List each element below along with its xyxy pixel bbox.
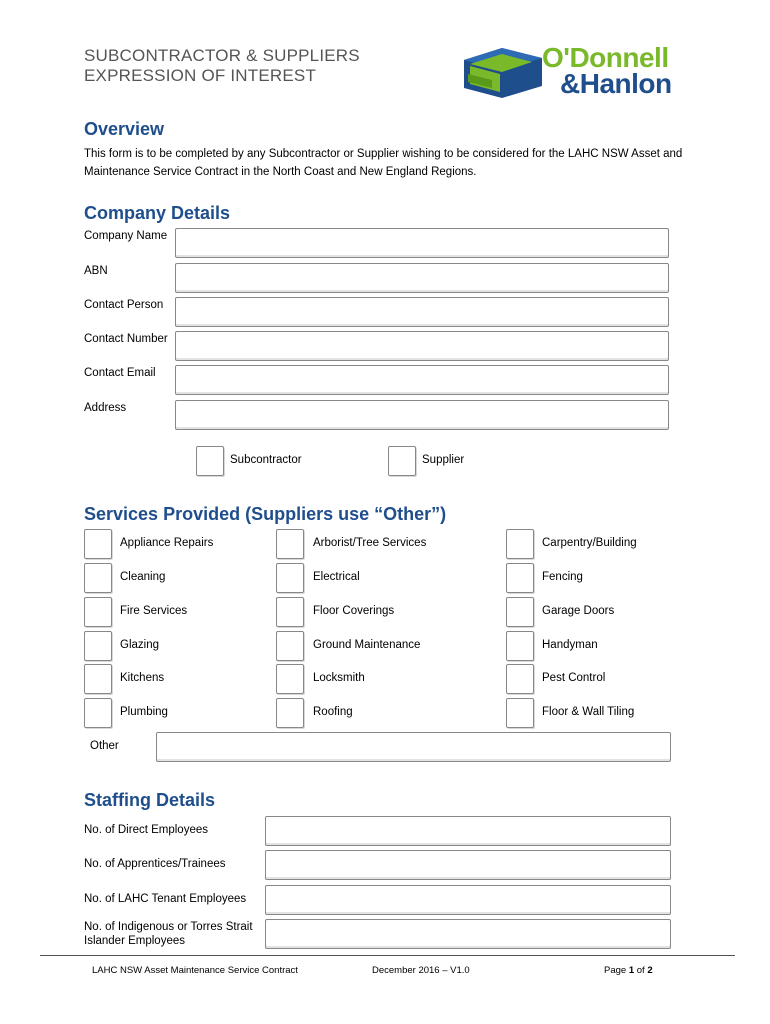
service-label-carpentry: Carpentry/Building xyxy=(542,537,637,549)
staffing-heading: Staffing Details xyxy=(84,790,216,810)
address-label: Address xyxy=(84,402,127,414)
indigenous-employees-field[interactable] xyxy=(265,919,671,949)
service-label-floor-coverings: Floor Coverings xyxy=(313,605,395,617)
service-checkbox-arborist[interactable] xyxy=(276,529,304,559)
service-checkbox-pest-control[interactable] xyxy=(506,664,534,694)
apprentices-field[interactable] xyxy=(265,850,671,880)
service-checkbox-cleaning[interactable] xyxy=(84,563,112,593)
service-checkbox-electrical[interactable] xyxy=(276,563,304,593)
footer-page-of: of xyxy=(634,965,648,976)
service-label-plumbing: Plumbing xyxy=(120,706,168,718)
subcontractor-label: Subcontractor xyxy=(230,454,302,466)
direct-employees-field[interactable] xyxy=(265,816,671,846)
contact-email-label: Contact Email xyxy=(84,367,156,379)
service-checkbox-glazing[interactable] xyxy=(84,631,112,661)
lahc-tenant-employees-field[interactable] xyxy=(265,885,671,915)
service-checkbox-floor-coverings[interactable] xyxy=(276,597,304,627)
service-checkbox-roofing[interactable] xyxy=(276,698,304,728)
overview-line2: Maintenance Service Contract in the North Coast and New England Regions. xyxy=(84,166,477,178)
service-label-roofing: Roofing xyxy=(313,706,353,718)
address-field[interactable] xyxy=(175,400,669,430)
form-title xyxy=(84,46,360,86)
service-label-cleaning: Cleaning xyxy=(120,571,166,583)
apprentices-label: No. of Apprentices/Trainees xyxy=(84,858,226,870)
other-services-field[interactable] xyxy=(156,732,671,762)
service-checkbox-plumbing[interactable] xyxy=(84,698,112,728)
service-checkbox-appliance-repairs[interactable] xyxy=(84,529,112,559)
logo-text-odonnell: O'Donnell xyxy=(542,42,669,73)
direct-employees-label: No. of Direct Employees xyxy=(84,824,208,836)
other-label: Other xyxy=(90,740,119,752)
contact-email-field[interactable] xyxy=(175,365,669,395)
service-label-arborist: Arborist/Tree Services xyxy=(313,537,427,549)
lahc-tenant-employees-label: No. of LAHC Tenant Employees xyxy=(84,893,247,905)
service-label-floor-wall-tiling: Floor & Wall Tiling xyxy=(542,706,635,718)
service-checkbox-floor-wall-tiling[interactable] xyxy=(506,698,534,728)
service-label-fire-services: Fire Services xyxy=(120,605,188,617)
service-label-kitchens: Kitchens xyxy=(120,672,165,684)
service-checkbox-locksmith[interactable] xyxy=(276,664,304,694)
service-label-electrical: Electrical xyxy=(313,571,360,583)
service-checkbox-handyman[interactable] xyxy=(506,631,534,661)
service-label-garage-doors: Garage Doors xyxy=(542,605,615,617)
company-name-label: Company Name xyxy=(84,230,168,242)
indigenous-label-line2: Islander Employees xyxy=(84,935,185,947)
subcontractor-checkbox[interactable] xyxy=(196,446,224,476)
company-logo xyxy=(462,44,742,100)
contact-number-field[interactable] xyxy=(175,331,669,361)
company-name-field[interactable] xyxy=(175,228,669,258)
footer-contract-name: LAHC NSW Asset Maintenance Service Contract xyxy=(92,965,298,976)
logo-text-hanlon: &Hanlon xyxy=(560,68,672,99)
service-label-locksmith: Locksmith xyxy=(313,672,365,684)
overview-line1: This form is to be completed by any Subcontractor or Supplier wishing to be considered for the LAHC NSW Asset and xyxy=(84,148,683,160)
footer-page-total: 2 xyxy=(647,965,653,976)
abn-field[interactable] xyxy=(175,263,669,293)
footer-page-prefix: Page xyxy=(604,965,629,976)
overview-heading: Overview xyxy=(84,119,165,139)
service-label-pest-control: Pest Control xyxy=(542,672,606,684)
service-checkbox-kitchens[interactable] xyxy=(84,664,112,694)
service-label-ground-maintenance: Ground Maintenance xyxy=(313,639,421,651)
service-label-fencing: Fencing xyxy=(542,571,583,583)
footer-page-current: 1 xyxy=(628,965,635,976)
indigenous-employees-label xyxy=(84,920,253,948)
contact-person-field[interactable] xyxy=(175,297,669,327)
contact-number-label: Contact Number xyxy=(84,333,168,345)
overview-text xyxy=(84,145,704,181)
indigenous-label-line1: No. of Indigenous or Torres Strait xyxy=(84,921,253,933)
services-heading: Services Provided (Suppliers use “Other”) xyxy=(84,504,447,524)
footer-divider xyxy=(40,955,735,956)
supplier-checkbox[interactable] xyxy=(388,446,416,476)
service-checkbox-fencing[interactable] xyxy=(506,563,534,593)
form-title-line1: SUBCONTRACTOR & SUPPLIERS xyxy=(84,46,360,65)
abn-label: ABN xyxy=(84,265,108,277)
supplier-label: Supplier xyxy=(422,454,465,466)
service-label-appliance-repairs: Appliance Repairs xyxy=(120,537,214,549)
service-checkbox-ground-maintenance[interactable] xyxy=(276,631,304,661)
service-checkbox-garage-doors[interactable] xyxy=(506,597,534,627)
footer-version: December 2016 – V1.0 xyxy=(372,965,470,976)
service-label-handyman: Handyman xyxy=(542,639,598,651)
service-checkbox-carpentry[interactable] xyxy=(506,529,534,559)
service-label-glazing: Glazing xyxy=(120,639,159,651)
contact-person-label: Contact Person xyxy=(84,299,164,311)
form-title-line2: EXPRESSION OF INTEREST xyxy=(84,66,317,85)
company-details-heading: Company Details xyxy=(84,203,231,223)
footer-page-number xyxy=(604,965,653,976)
service-checkbox-fire-services[interactable] xyxy=(84,597,112,627)
